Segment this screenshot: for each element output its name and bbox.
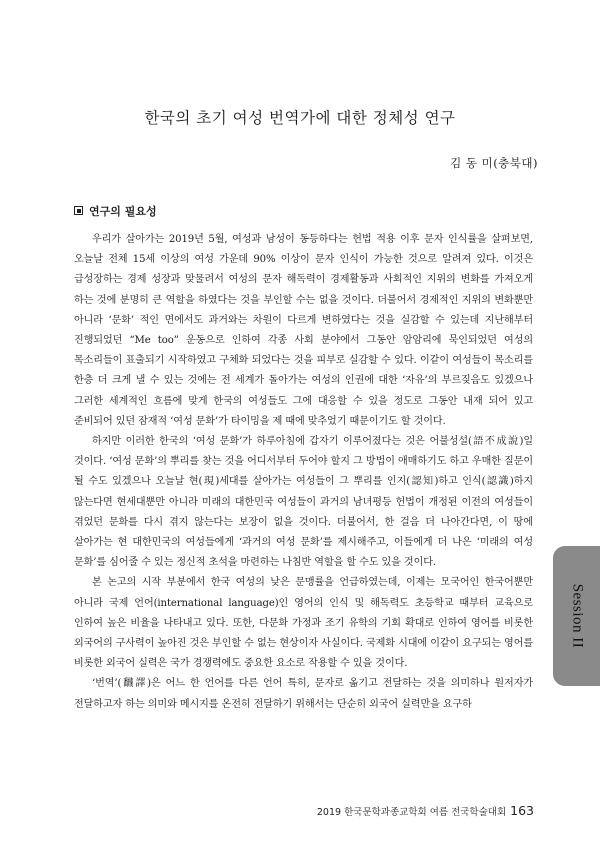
paragraph: ‘번역’(飜譯)은 어느 한 언어를 다른 언어 특히, 문자로 옮기고 전달하는 것을 의미하나 원저자가 전달하고자 하는 의미와 메시지를 온전히 전달하기 위해서는 단순히 외국어 실력만을 요구하	[74, 678, 533, 710]
square-bullet-icon	[74, 206, 83, 215]
paragraph: 우리가 살아가는 2019년 5월, 여성과 남성이 동등하다는 헌법 적용 이후 문자 인식률을 살펴보면, 오늘날 전체 15세 이상의 여성 가운데 90% 이상이 문자 인식이 가능한 것으로 알려져 있다. 이것은 급성장하는 경제 성장과 맞물려서 여성의 문자 해독력이 경제활동과 사회적인 지위의 변화를 가져오게 하는 것에 분명히 큰 역할을 하였다는 것을 부인할 수는 없을 것이다. 더불어서 경제적인 지위의 변화뿐만 아니라 ‘문화’ 적인 면에서도 과거와는 차원이 다르게 변하였다는 것을 실감할 수 있는데 지난해부터 진행되었던 “Me too” 운동으로 인하여 각종 사회 분야에서 그동안 암암리에 묵인되었던 여성의 목소리들이 표출되기 시작하였고 구체화 되었다는 것을 피부로 실감할 수 있다. 이같이 여성들이 목소리를 한층 더 크게 낼 수 있는 것에는 전 세계가 돌아가는 여성의 인권에 대한 ‘자유’의 부르짖음도 있겠으나 그러한 세계적인 흐름에 맞게 한국의 여성들도 그에 대응할 수 있을 정도로 그동안 내재 되어 있고 준비되어 있던 잠재적 ‘여성 문화’가 타이밍을 제 때에 맞추었기 때문이기도 할 것이다.	[74, 234, 533, 427]
paper-title: 한국의 초기 여성 번역가에 대한 정체성 연구	[144, 109, 456, 127]
page-number: 163	[510, 803, 534, 818]
page-footer	[317, 803, 534, 818]
section-heading	[74, 203, 157, 219]
paragraph: 하지만 이러한 한국의 ‘여성 문화’가 하루아침에 갑자기 이루어졌다는 것은 어불성설(語不成說)일 것이다. ‘여성 문화’의 뿌리를 찾는 것을 어디서부터 두어야 할지 그 방법이 애매하기도 하고 우매한 질문이 될 수도 있겠으나 오늘날 현(現)세대를 살아가는 여성들이 그 뿌리를 인지(認知)하고 인식(認識)하지 않는다면 현세대뿐만 아니라 미래의 대한민국 여성들이 과거의 남녀평등 헌법이 개정된 이전의 여성들이 겪었던 문화를 다시 겪지 않는다는 보장이 없을 것이다. 더불어서, 한 걸음 더 나아간다면, 이 땅에 살아가는 현 대한민국의 여성들에게 ‘과거의 여성 문화’를 제시해주고, 이들에게 더 나은 ‘미래의 여성 문화’를 심어줄 수 있는 정신적 초석을 마련하는 나침반 역할을 할 수도 있을 것이다.	[74, 436, 533, 569]
footer-conference: 2019 한국문학과종교학회 여름 전국학술대회	[316, 807, 507, 818]
session-side-tab	[553, 546, 600, 686]
author-affiliation: 김 동 미(충북대)	[450, 156, 538, 170]
paragraph: 본 논고의 시작 부분에서 한국 여성의 낮은 문맹률을 언급하였는데, 이제는 모국어인 한국어뿐만 아니라 국제 언어(international language)인 영어의 인식 및 해독력도 초등학교 때부터 교육으로 인하여 높은 비율을 나타내고 있다. 또한, 다문화 가정과 조기 유학의 기회 확대로 인하여 영어를 비롯한 외국어의 구사력이 높아진 것은 부인할 수 없는 현상이자 사실이다. 국제화 시대에 이같이 요구되는 영어를 비롯한 외국어 실력은 국가 경쟁력에도 중요한 요소로 작용할 수 있을 것이다.	[74, 577, 533, 670]
session-tab-label: Session II	[569, 583, 585, 649]
section-heading-text: 연구의 필요성	[89, 205, 157, 218]
body-text	[74, 230, 533, 715]
